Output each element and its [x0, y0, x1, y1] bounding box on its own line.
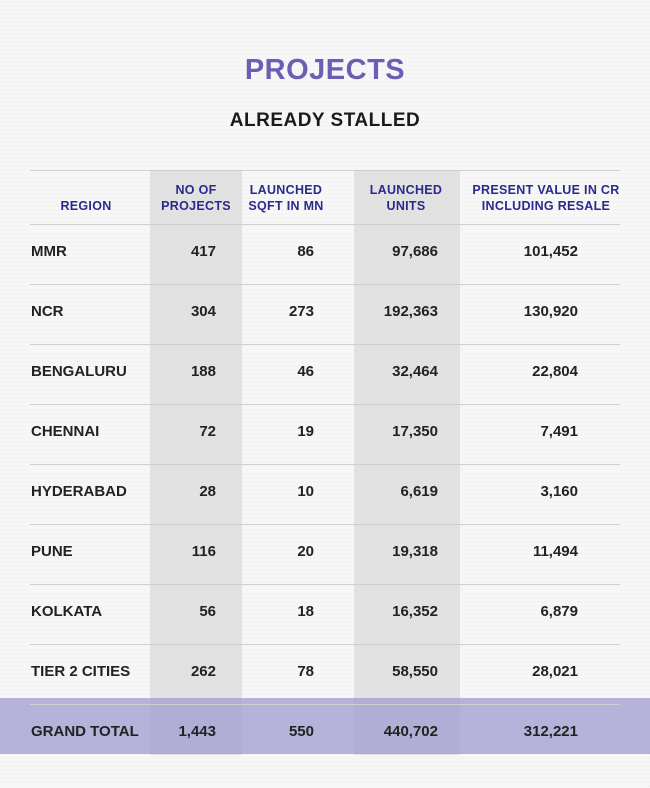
cell-region: KOLKATA — [31, 603, 103, 620]
cell-projects: 56 — [199, 603, 216, 620]
cell-region: BENGALURU — [31, 363, 127, 380]
total-cell-sqft: 550 — [288, 723, 314, 740]
cell-projects: 188 — [190, 363, 216, 380]
row-divider — [30, 224, 620, 225]
cell-region: MMR — [31, 243, 67, 260]
cell-region: CHENNAI — [31, 423, 100, 440]
column-header-region-line: REGION — [60, 199, 112, 213]
cell-projects: 417 — [190, 243, 216, 260]
page-title: PROJECTS — [244, 54, 406, 86]
column-header-units-line: UNITS — [386, 199, 426, 213]
cell-units: 97,686 — [392, 243, 438, 260]
column-header-value-line: INCLUDING RESALE — [481, 199, 611, 213]
cell-region: TIER 2 CITIES — [31, 663, 131, 680]
cell-value: 3,160 — [540, 483, 578, 500]
table-top-rule — [30, 170, 620, 171]
cell-units: 6,619 — [400, 483, 438, 500]
column-header-units-line: LAUNCHED — [369, 183, 443, 197]
cell-sqft: 10 — [297, 483, 314, 500]
total-cell-projects: 1,443 — [178, 723, 216, 740]
cell-units: 58,550 — [392, 663, 438, 680]
cell-projects: 28 — [199, 483, 216, 500]
row-divider — [30, 344, 620, 345]
cell-value: 11,494 — [532, 543, 578, 560]
cell-sqft: 78 — [297, 663, 314, 680]
cell-sqft: 86 — [297, 243, 314, 260]
cell-units: 192,363 — [383, 303, 438, 320]
cell-sqft: 46 — [297, 363, 314, 380]
row-divider — [30, 464, 620, 465]
cell-units: 17,350 — [392, 423, 438, 440]
cell-sqft: 18 — [297, 603, 314, 620]
column-header-sqft-line: LAUNCHED — [249, 183, 323, 197]
row-divider — [30, 404, 620, 405]
cell-region: PUNE — [31, 543, 73, 560]
cell-projects: 262 — [190, 663, 216, 680]
page-subtitle: ALREADY STALLED — [229, 110, 421, 131]
cell-sqft: 273 — [288, 303, 314, 320]
cell-region: HYDERABAD — [31, 483, 127, 500]
cell-sqft: 19 — [297, 423, 314, 440]
row-divider — [30, 704, 620, 705]
cell-projects: 304 — [190, 303, 216, 320]
column-header-projects-line: NO OF — [175, 183, 217, 197]
column-header-value-line: PRESENT VALUE IN CR — [472, 183, 620, 197]
cell-units: 32,464 — [392, 363, 438, 380]
column-header-region — [36, 198, 136, 214]
row-divider — [30, 284, 620, 285]
cell-value: 101,452 — [523, 243, 578, 260]
total-cell-region: GRAND TOTAL — [31, 723, 139, 740]
column-header-sqft — [231, 182, 341, 214]
cell-units: 16,352 — [392, 603, 438, 620]
cell-projects: 116 — [191, 543, 216, 560]
cell-sqft: 20 — [297, 543, 314, 560]
row-divider — [30, 584, 620, 585]
column-header-units — [351, 182, 461, 214]
total-cell-units: 440,702 — [383, 723, 438, 740]
cell-projects: 72 — [199, 423, 216, 440]
column-header-value — [456, 182, 636, 214]
row-divider — [30, 644, 620, 645]
column-header-projects-line: PROJECTS — [161, 199, 231, 213]
cell-value: 130,920 — [523, 303, 578, 320]
total-cell-value: 312,221 — [523, 723, 578, 740]
row-divider — [30, 524, 620, 525]
cell-value: 28,021 — [532, 663, 578, 680]
cell-value: 7,491 — [540, 423, 578, 440]
cell-units: 19,318 — [392, 543, 438, 560]
cell-value: 22,804 — [532, 363, 578, 380]
cell-region: NCR — [31, 303, 64, 320]
column-header-sqft-line: SQFT IN MN — [248, 199, 324, 213]
cell-value: 6,879 — [540, 603, 578, 620]
